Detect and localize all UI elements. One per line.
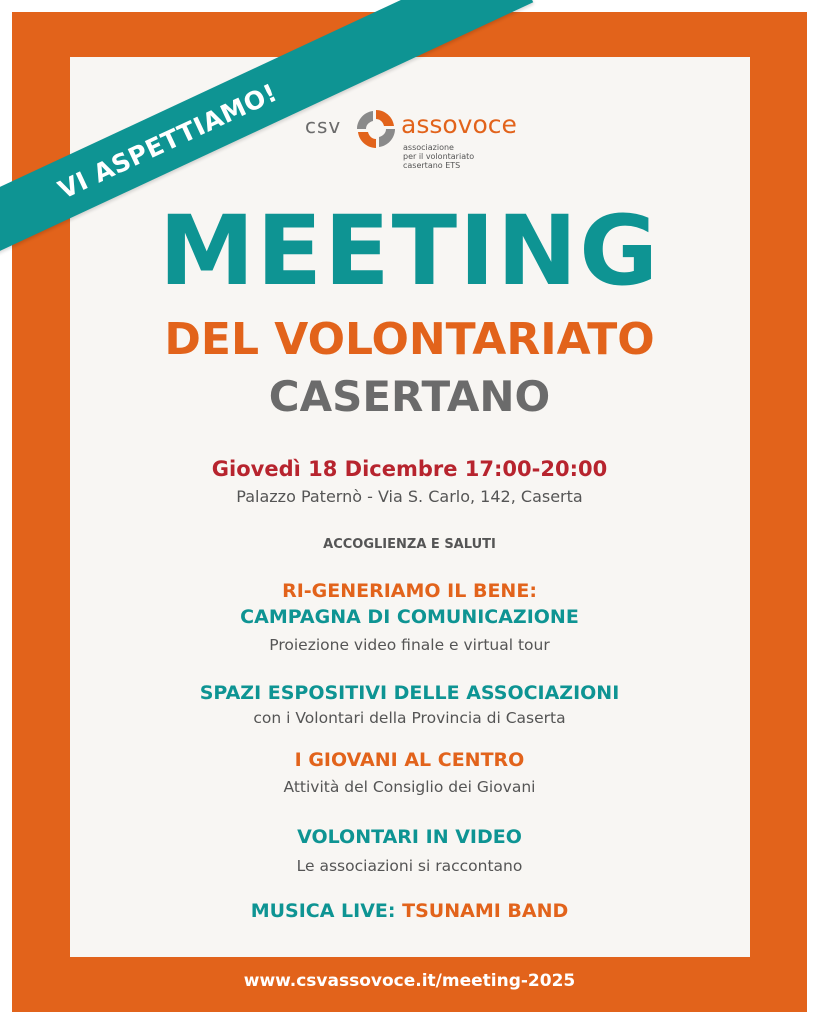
program-welcome: ACCOGLIENZA E SALUTI xyxy=(323,537,496,552)
logo-tagline-line: associazione xyxy=(403,143,454,152)
title-casertano: CASERTANO xyxy=(268,372,551,421)
logo-tagline xyxy=(403,143,523,170)
program-item2-title: SPAZI ESPOSITIVI DELLE ASSOCIAZIONI xyxy=(199,682,620,704)
logo-tagline-line: casertano ETS xyxy=(403,161,461,170)
event-place: Palazzo Paternò - Via S. Carlo, 142, Caserta xyxy=(236,487,583,506)
program-item3-desc: Attività del Consiglio dei Giovani xyxy=(283,778,536,796)
program-item4-desc: Le associazioni si raccontano xyxy=(296,857,523,875)
program-item1-subtitle: CAMPAGNA DI COMUNICAZIONE xyxy=(240,606,579,628)
logo-csv-text: csv xyxy=(305,114,342,138)
program-item2-desc: con i Volontari della Provincia di Caserta xyxy=(253,709,566,727)
logo-tagline-line: per il volontariato xyxy=(403,152,475,161)
program-item5-prefix: MUSICA LIVE: xyxy=(250,900,403,922)
title-meeting: MEETING xyxy=(158,195,661,307)
logo-brand-text: assovoce xyxy=(401,110,517,139)
program-item5-band: TSUNAMI BAND xyxy=(402,900,569,922)
csv-assovoce-logo xyxy=(305,104,525,174)
program-item1-desc: Proiezione video finale e virtual tour xyxy=(269,636,550,654)
ribbon-text: VI ASPETTIAMO! xyxy=(53,77,282,205)
program-item5 xyxy=(0,898,819,924)
program-item3-title: I GIOVANI AL CENTRO xyxy=(294,749,525,771)
title-del-volontariato: DEL VOLONTARIATO xyxy=(164,314,655,365)
event-date: Giovedì 18 Dicembre 17:00-20:00 xyxy=(211,457,608,481)
program-item4-title: VOLONTARI IN VIDEO xyxy=(297,826,522,848)
hands-logo-icon xyxy=(351,104,401,154)
footer-url[interactable]: www.csvassovoce.it/meeting-2025 xyxy=(243,971,576,991)
program-item1-title: RI-GENERIAMO IL BENE: xyxy=(282,580,537,602)
